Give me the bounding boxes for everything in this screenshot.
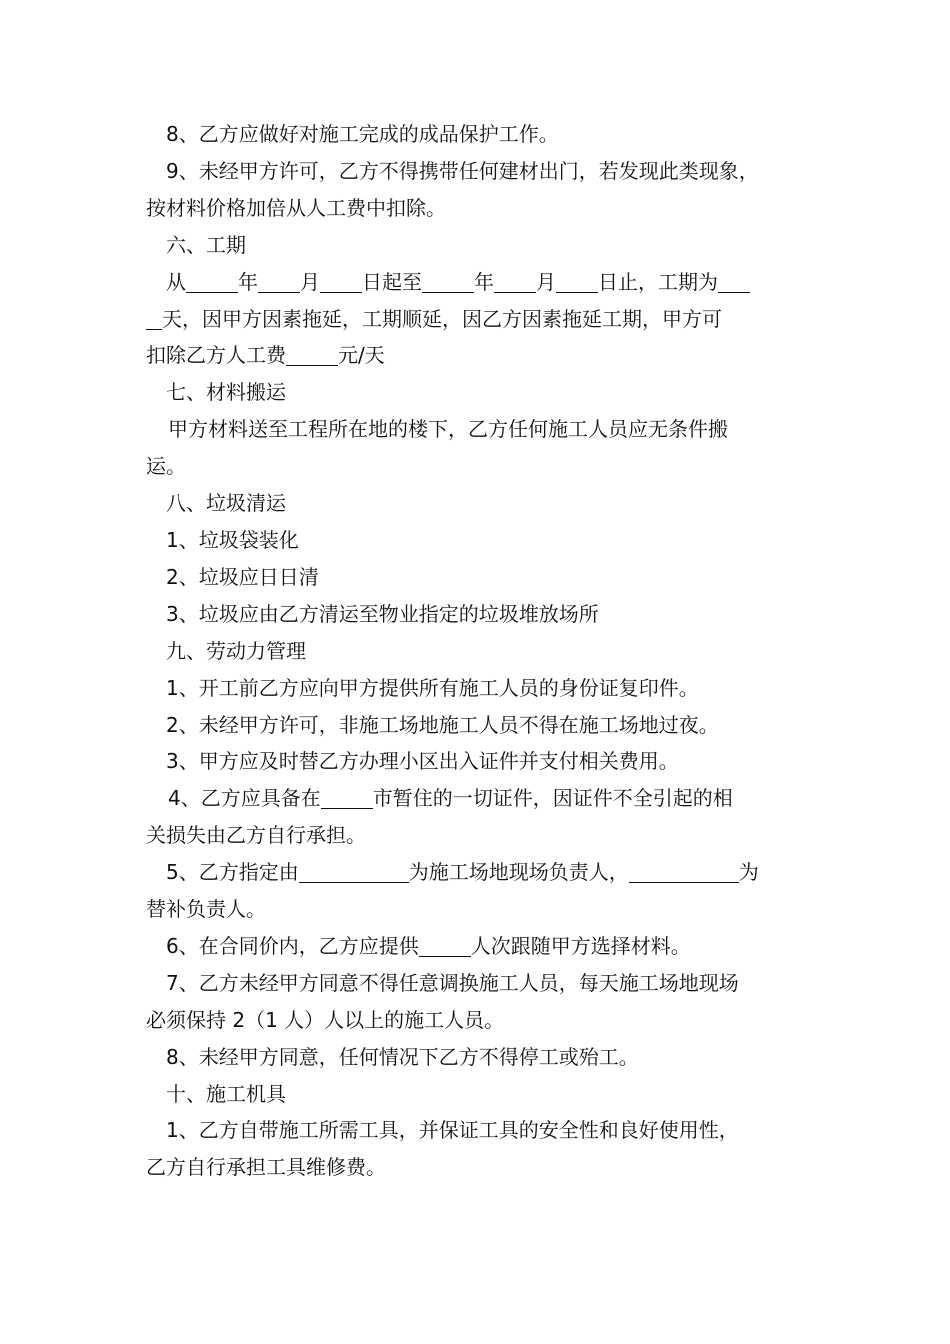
section-6-heading: 六、工期	[166, 232, 246, 257]
clause-5-8: 8、乙方应做好对施工完成的成品保护工作。	[166, 122, 559, 146]
blank-city[interactable]	[321, 786, 373, 809]
section-10-heading: 十、施工机具	[166, 1081, 286, 1106]
clause-9-3: 3、甲方应及时替乙方办理小区出入证件并支付相关费用。	[166, 749, 679, 774]
section-9-heading: 九、劳动力管理	[166, 638, 306, 663]
clause-9-4-cont: 关损失由乙方自行承担。	[146, 823, 366, 848]
clause-5-9-cont: 按材料价格加倍从人工费中扣除。	[146, 195, 446, 220]
clause-8-1: 1、垃圾袋装化	[166, 527, 299, 552]
clause-9-7-cont: 必须保持 2（1 人）人以上的施工人员。	[146, 1007, 505, 1032]
clause-8-2: 2、垃圾应日日清	[166, 564, 319, 589]
blank-start-month[interactable]	[258, 270, 300, 293]
blank-end-day[interactable]	[556, 270, 598, 293]
clause-9-2: 2、未经甲方许可，非施工场地施工人员不得在施工场地过夜。	[166, 712, 719, 737]
clause-9-7: 7、乙方未经甲方同意不得任意调换施工人员，每天施工场地现场	[166, 970, 739, 995]
blank-deduction-amount[interactable]	[286, 343, 338, 366]
clause-9-1: 1、开工前乙方应向甲方提供所有施工人员的身份证复印件。	[166, 675, 699, 700]
blank-site-manager[interactable]	[299, 860, 409, 883]
section-8-heading: 八、垃圾清运	[166, 491, 286, 516]
schedule-line-1: 从 年 月 日起至 年 月 日止，工期为	[146, 264, 810, 301]
section-7-heading: 七、材料搬运	[166, 380, 286, 405]
blank-duration-days[interactable]	[718, 270, 750, 293]
blank-person-times[interactable]	[419, 934, 471, 957]
clause-9-8: 8、未经甲方同意，任何情况下乙方不得停工或殆工。	[166, 1044, 639, 1069]
clause-9-5-cont: 替补负责人。	[146, 897, 266, 922]
blank-deputy-manager[interactable]	[629, 860, 739, 883]
section-7-text-cont: 运。	[146, 454, 186, 479]
schedule-line-3: 扣除乙方人工费 元/天	[146, 343, 385, 368]
blank-duration-days-cont[interactable]	[146, 307, 162, 330]
clause-10-1-cont: 乙方自行承担工具维修费。	[146, 1155, 386, 1180]
clause-9-4: 4、乙方应具备在 市暂住的一切证件，因证件不全引起的相	[168, 786, 733, 811]
clause-8-3: 3、垃圾应由乙方清运至物业指定的垃圾堆放场所	[166, 601, 599, 626]
blank-end-month[interactable]	[494, 270, 536, 293]
section-7-text: 甲方材料送至工程所在地的楼下，乙方任何施工人员应无条件搬	[168, 417, 728, 442]
clause-9-6: 6、在合同价内，乙方应提供 人次跟随甲方选择材料。	[166, 933, 691, 958]
schedule-line-2: 天，因甲方因素拖延，工期顺延，因乙方因素拖延工期，甲方可	[146, 301, 810, 338]
blank-end-year[interactable]	[422, 270, 474, 293]
contract-body	[146, 116, 810, 1186]
clause-10-1: 1、乙方自带施工所需工具，并保证工具的安全性和良好使用性，	[166, 1118, 739, 1143]
clause-5-9: 9、未经甲方许可，乙方不得携带任何建材出门，若发现此类现象，	[166, 158, 759, 183]
clause-9-5: 5、乙方指定由 为施工场地现场负责人， 为	[166, 860, 759, 885]
blank-start-day[interactable]	[320, 270, 362, 293]
blank-start-year[interactable]	[186, 270, 238, 293]
